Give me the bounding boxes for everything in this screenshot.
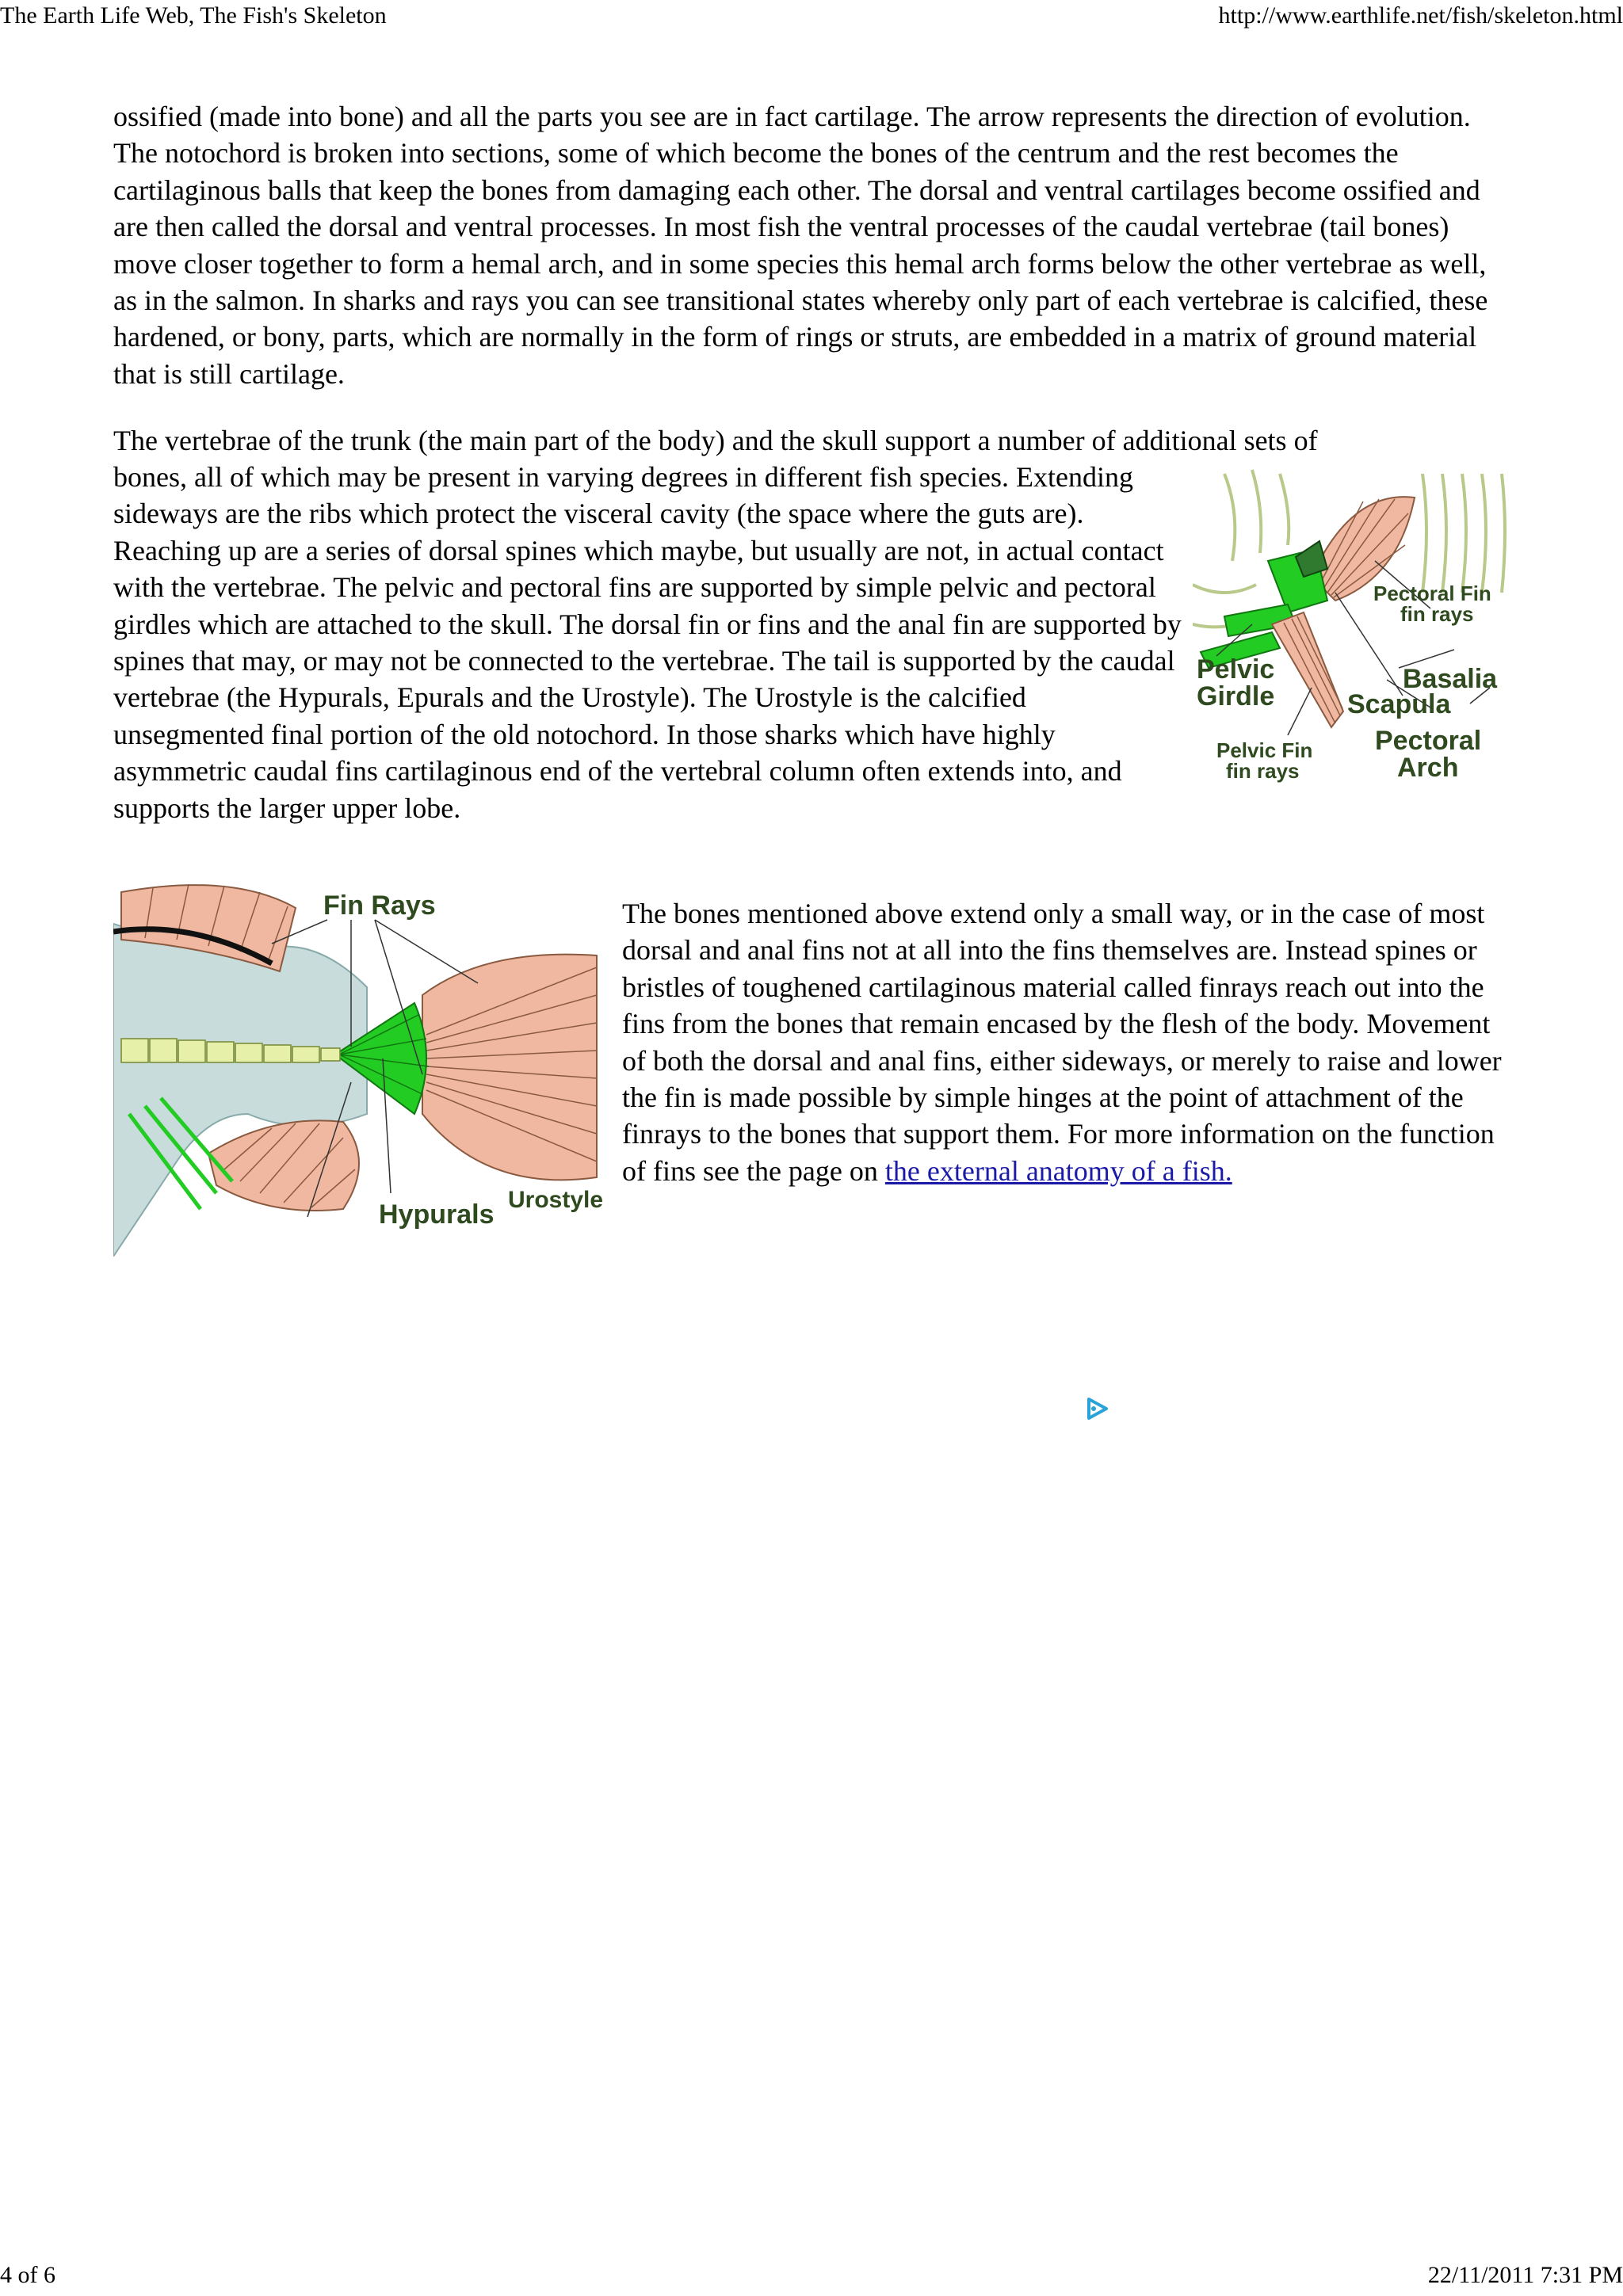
header-title: The Earth Life Web, The Fish's Skeleton [0, 2, 387, 29]
label-pelvic: Pelvic [1197, 654, 1275, 685]
label-hypurals: Hypurals [379, 1199, 495, 1230]
external-anatomy-link[interactable]: the external anatomy of a fish. [884, 1154, 1232, 1187]
label-basalia: Basalia [1403, 664, 1498, 694]
print-footer [0, 2260, 1623, 2291]
label-pectoral: Pectoral [1375, 726, 1482, 756]
footer-page-number: 4 of 6 [0, 2262, 55, 2288]
paragraph-skeleton-support: bones, all of which may be present in varying degrees in different fish species. Extending sideways are the ribs which protect the visceral cavity (the space where the guts are). Reaching up are a series of dorsal spines which maybe, but usually are not, in actual contact with the vertebrae. The pelvic and pectoral fins are supported by simple pelvic and pectoral girdles which are attached to the skull. The dorsal fin or fins and the anal fin are supported by spines that may, or may not be connected to the vertebrae. The tail is supported by the caudal vertebrae (the Hypurals, Epurals and the Urostyle). The Urostyle is the calcified unsegmented final portion of the old notochord. In those sharks which have highly asymmetric caudal fins cartilaginous end of the vertebral column often extends into, and supports the larger upper lobe. [113, 461, 1182, 824]
label-girdle: Girdle [1197, 681, 1275, 711]
paragraph-finrays-text: The bones mentioned above extend only a small way, or in the case of most dorsal and anal fins not at all into the fins themselves are. Instead spines or bristles of toughened cartilaginous material called finrays reach out into the fins from the bones that remain encased by the flesh of the body. Movement of both the dorsal and anal fins, either sideways, or merely to raise and lower the fin is made possible by simple hinges at the point of attachment of the finrays to the bones that support them. For more information on the function of fins see the page on [622, 898, 1502, 1187]
label-urostyle: Urostyle [508, 1187, 604, 1213]
label-pelvic-fin: Pelvic Fin [1216, 738, 1313, 762]
header-url: http://www.earthlife.net/fish/skeleton.html [1218, 2, 1623, 29]
label-pelvic-fin-rays: fin rays [1226, 759, 1300, 783]
pectoral-girdle-figure [1193, 466, 1510, 792]
caudal-fin-diagram [113, 876, 610, 1257]
label-fin-rays: Fin Rays [323, 891, 436, 921]
caudal-fin-figure [113, 876, 610, 1257]
adchoices-glyph [1084, 1396, 1109, 1421]
label-scapula: Scapula [1347, 689, 1451, 719]
paragraph-skeleton-first-line: The vertebrae of the trunk (the main part of the body) and the skull support a number of additional sets of [113, 425, 1318, 456]
footer-datetime: 22/11/2011 7:31 PM [1427, 2262, 1623, 2288]
label-arch: Arch [1397, 753, 1459, 783]
print-header [0, 0, 1623, 32]
paragraph-vertebrae-evolution: ossified (made into bone) and all the parts you see are in fact cartilage. The arrow represents the direction of evolution. The notochord is broken into sections, some of which become the bones of the centrum and the rest becomes the cartilaginous balls that keep the bones from damaging each other. The dorsal and ventral cartilages become ossified and are then called the dorsal and ventral processes. In most fish the ventral processes of the caudal vertebrae (tail bones) move closer together to form a hemal arch, and in some species this hemal arch forms below the other vertebrae as well, as in the salmon. In sharks and rays you can see transitional states whereby only part of each vertebrae is calcified, these hardened, or bony, parts, which are normally in the form of rings or struts, are embedded in a matrix of ground material that is still cartilage. [113, 101, 1488, 390]
label-pectoral-fin: Pectoral Fin [1373, 582, 1491, 605]
pectoral-girdle-diagram [1193, 466, 1510, 792]
label-pectoral-fin-rays: fin rays [1400, 602, 1474, 626]
paragraph-finrays [622, 895, 1510, 1189]
adchoices-icon[interactable] [1084, 1396, 1109, 1421]
